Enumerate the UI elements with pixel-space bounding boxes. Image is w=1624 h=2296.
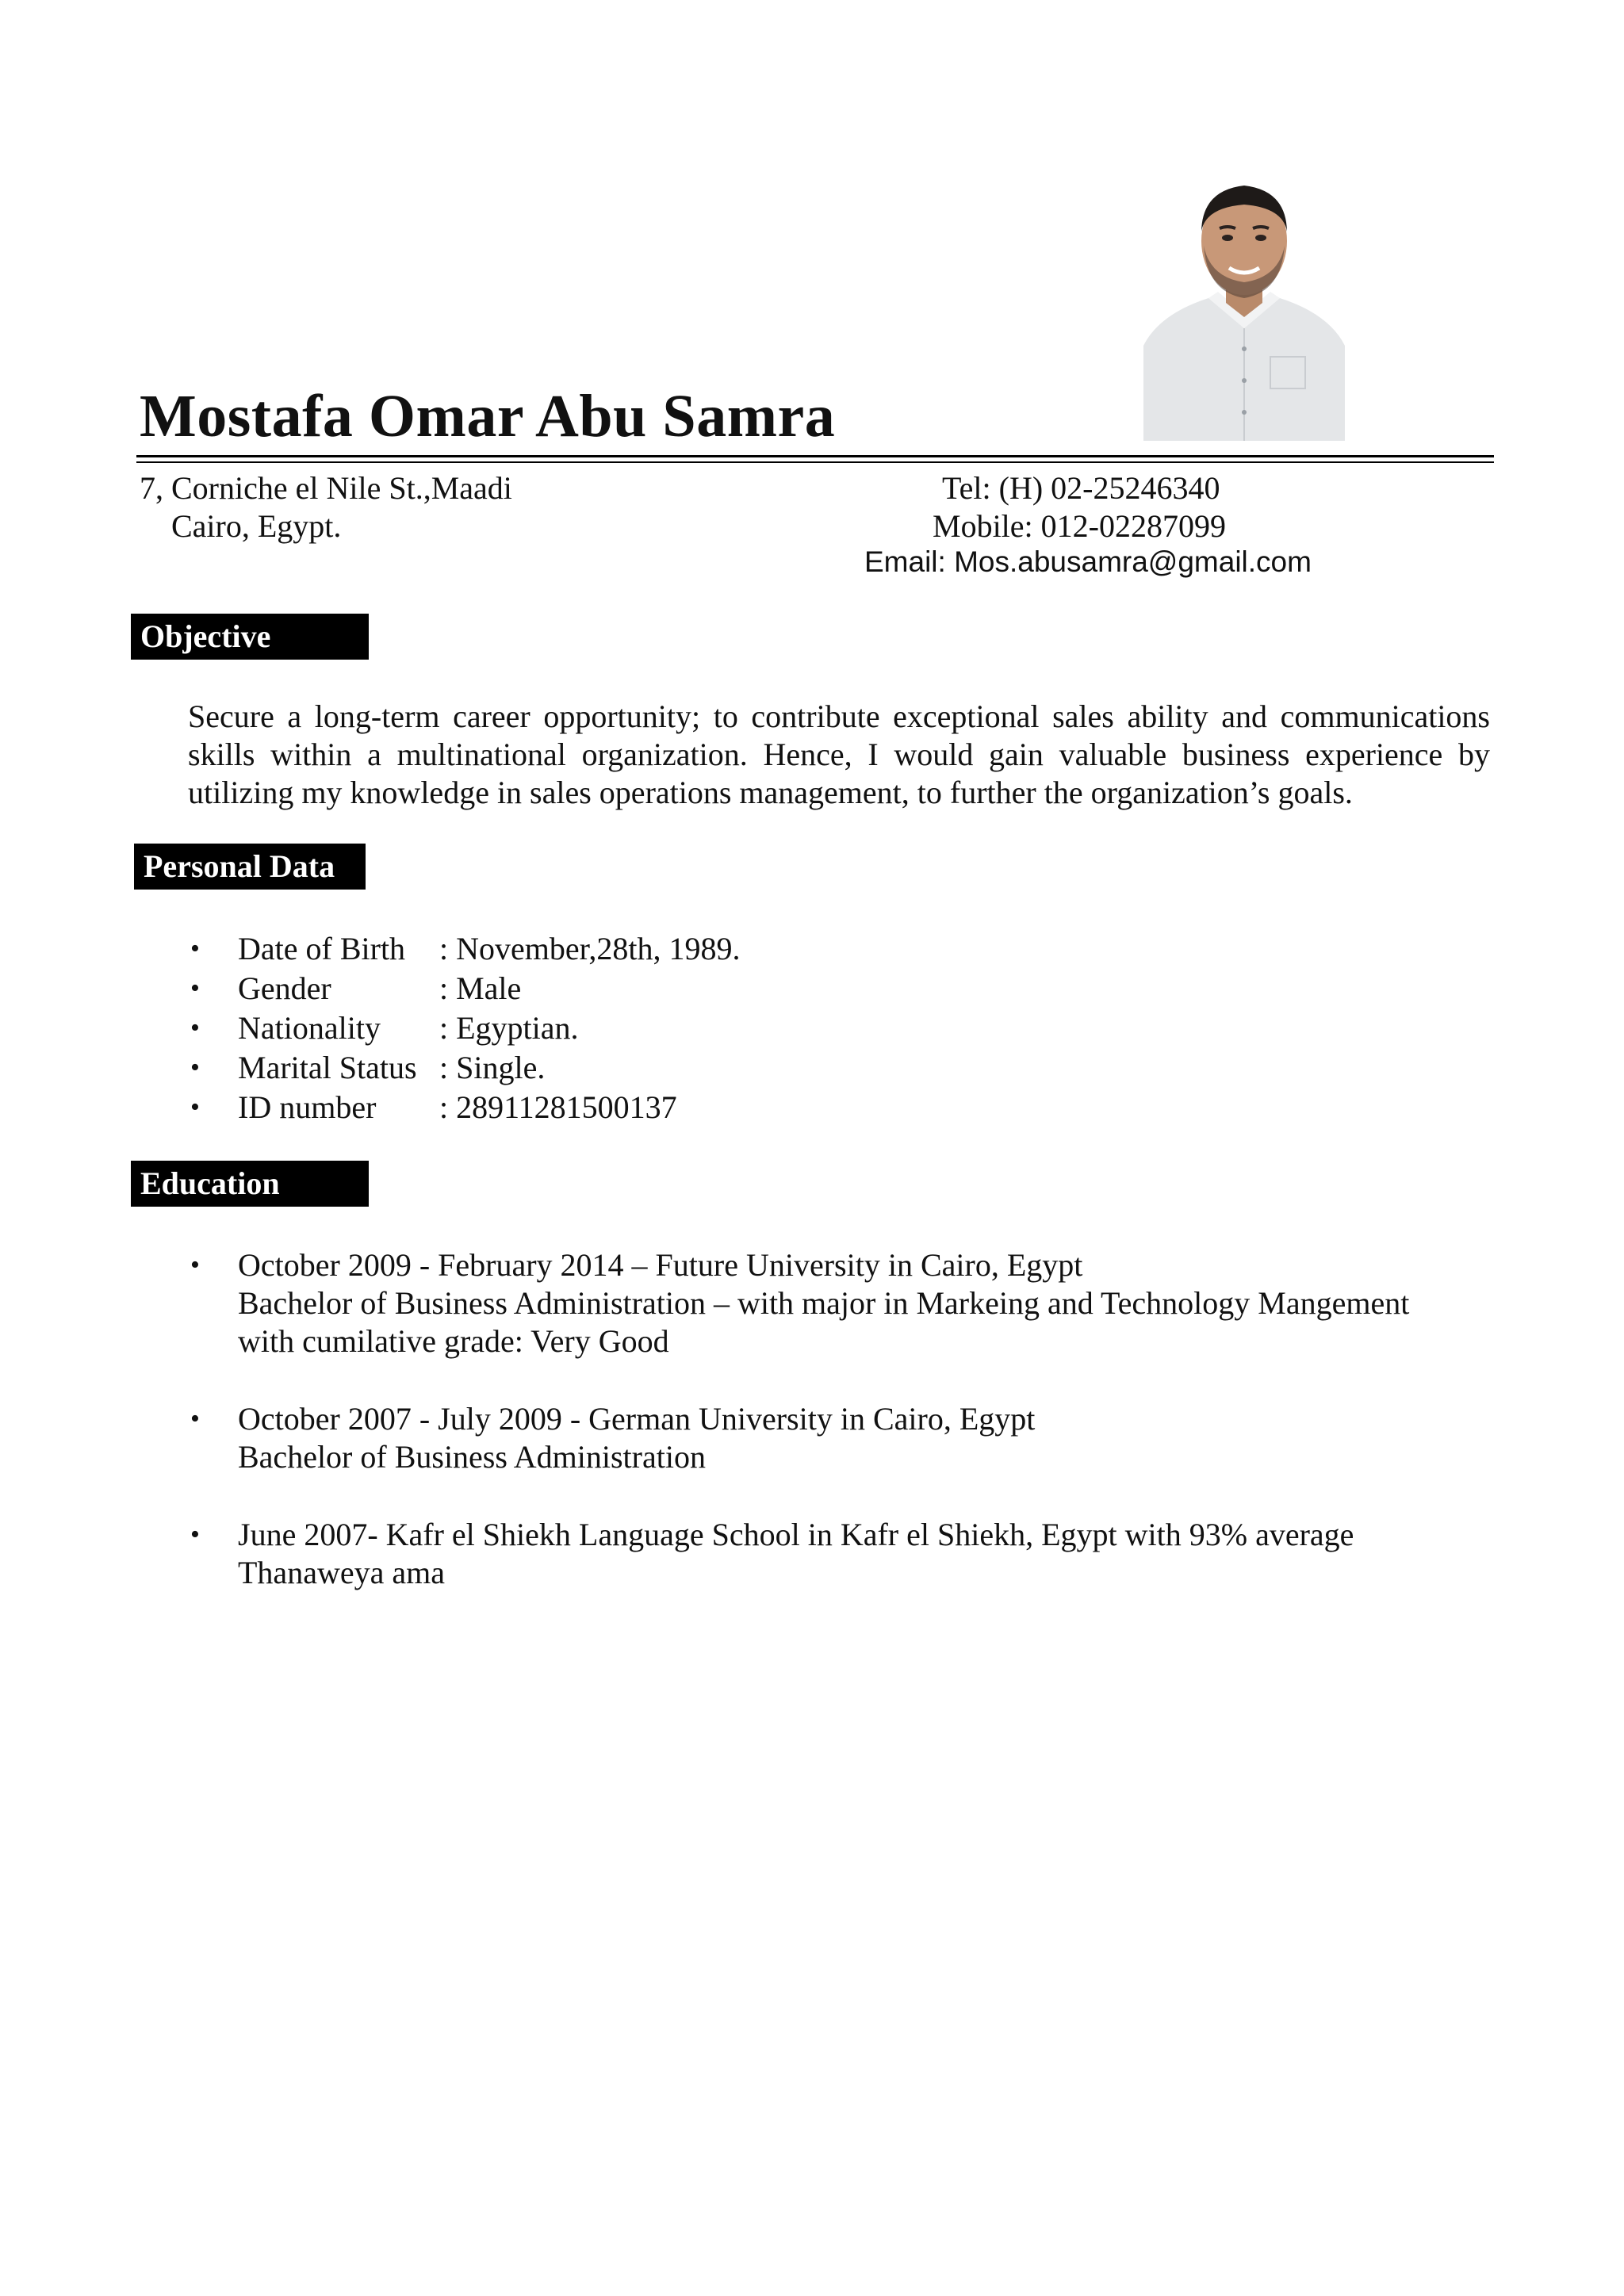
education-list (187, 1246, 1409, 1632)
personal-data-value: : November,28th, 1989. (439, 931, 741, 966)
list-item (187, 1516, 1409, 1592)
education-grade: with cumilative grade: Very Good (238, 1323, 669, 1359)
list-item (187, 929, 740, 969)
list-item (187, 1008, 740, 1048)
list-item (187, 969, 740, 1008)
personal-data-key: Gender (238, 970, 331, 1006)
personal-data-key: ID number (238, 1089, 377, 1125)
personal-data-value: : Egyptian. (439, 1010, 579, 1046)
section-heading-objective: Objective (131, 614, 369, 660)
section-heading-personal-data: Personal Data (134, 844, 366, 890)
candidate-name: Mostafa Omar Abu Samra (140, 383, 836, 450)
header-divider-bottom (136, 461, 1494, 463)
list-item (187, 1088, 740, 1127)
bullet-icon: • (190, 974, 200, 1003)
personal-data-value: : Male (439, 970, 522, 1006)
section-heading-education: Education (131, 1161, 369, 1207)
home-phone: Tel: (H) 02-25246340 (942, 470, 1220, 506)
education-degree: Bachelor of Business Administration (238, 1439, 706, 1475)
bullet-icon: • (190, 934, 200, 963)
list-item (187, 1246, 1409, 1360)
address-line-1: 7, Corniche el Nile St.,Maadi (140, 470, 512, 506)
education-period: June 2007- Kafr el Shiekh Language School in Kafr el Shiekh, Egypt with 93% average (238, 1517, 1354, 1552)
personal-data-list (187, 929, 740, 1127)
objective-text: Secure a long-term career opportunity; to contribute exceptional sales ability and communications skills within a multinational organization. Hence, I would gain valuable business experience by utilizing my knowledge in sales operations management, to further the organization’s goals. (188, 698, 1490, 810)
personal-data-key: Date of Birth (238, 931, 406, 966)
personal-data-key: Nationality (238, 1010, 381, 1046)
bullet-icon: • (190, 1250, 200, 1280)
profile-photo (1143, 159, 1345, 441)
personal-data-key: Marital Status (238, 1050, 417, 1085)
bullet-icon: • (190, 1093, 200, 1122)
bullet-icon: • (190, 1013, 200, 1043)
list-item (187, 1048, 740, 1088)
education-degree: Bachelor of Business Administration – with major in Markeing and Technology Mangement (238, 1285, 1410, 1321)
personal-data-value: : 28911281500137 (439, 1089, 677, 1125)
mobile-phone: Mobile: 012-02287099 (933, 508, 1226, 544)
email-address[interactable]: Email: Mos.abusamra@gmail.com (864, 545, 1312, 578)
education-period: October 2007 - July 2009 - German University in Cairo, Egypt (238, 1401, 1036, 1437)
education-period: October 2009 - February 2014 – Future University in Cairo, Egypt (238, 1247, 1083, 1283)
bullet-icon: • (190, 1404, 200, 1433)
list-item (187, 1400, 1409, 1476)
bullet-icon: • (190, 1520, 200, 1549)
header-divider-top (136, 455, 1494, 457)
address-line-2: Cairo, Egypt. (171, 508, 342, 544)
education-degree: Thanaweya ama (238, 1555, 445, 1590)
personal-data-value: : Single. (439, 1050, 546, 1085)
bullet-icon: • (190, 1053, 200, 1082)
